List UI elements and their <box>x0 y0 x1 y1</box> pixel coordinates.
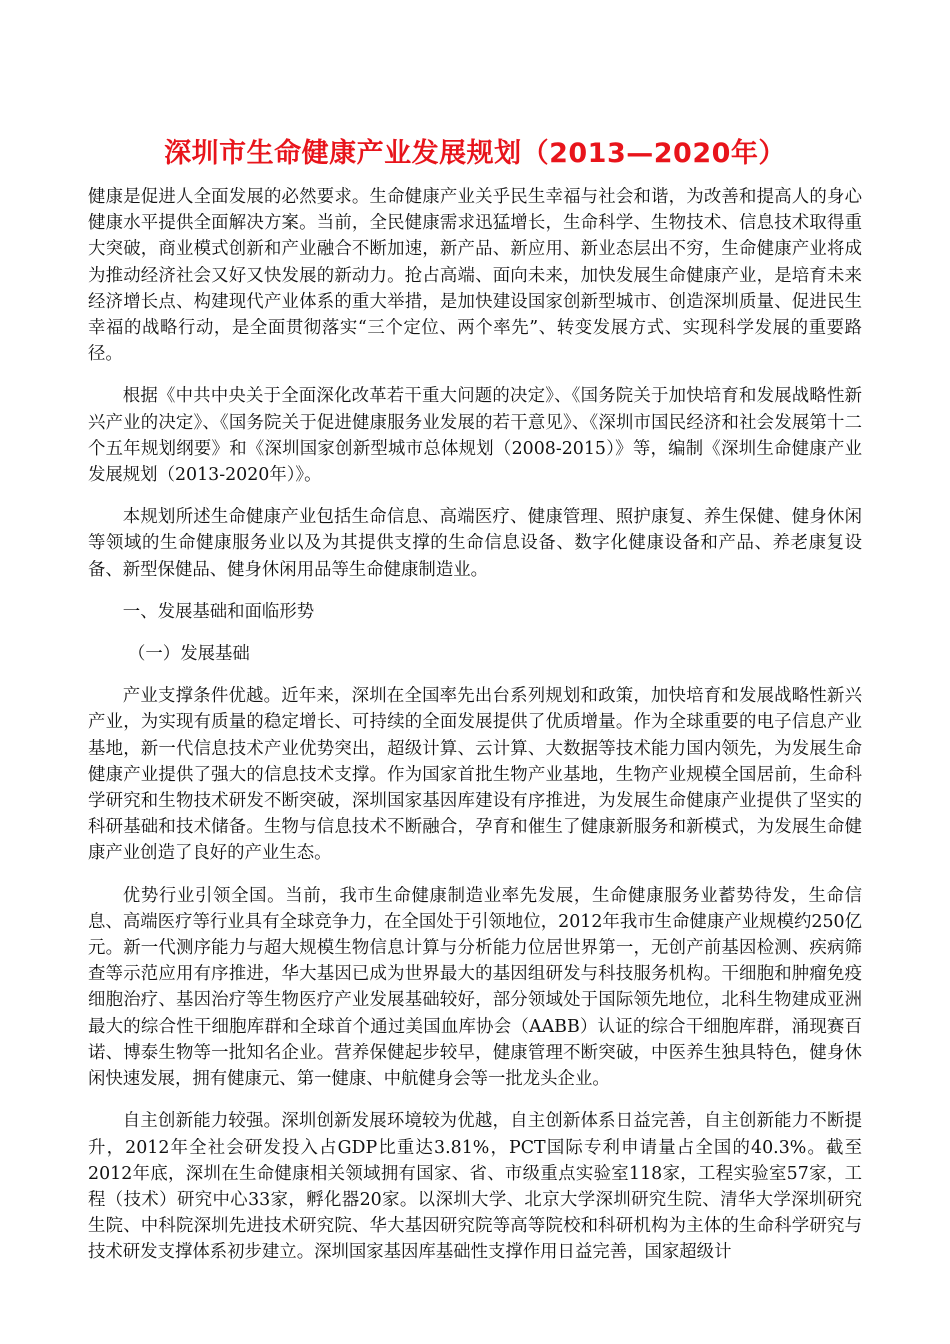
document-body <box>88 184 862 1282</box>
intro-paragraph: 健康是促进人全面发展的必然要求。生命健康产业关乎民生幸福与社会和谐，为改善和提高人的身心健康水平提供全面解决方案。当前，全民健康需求迅猛增长，生命科学、生物技术、信息技术取得重大突破，商业模式创新和产业融合不断加速，新产品、新应用、新业态层出不穷，生命健康产业将成为推动经济社会又好又快发展的新动力。抢占高端、面向未来，加快发展生命健康产业，是培育未来经济增长点、构建现代产业体系的重大举措，是加快建设国家创新型城市、创造深圳质量、促进民生幸福的战略行动，是全面贯彻落实“三个定位、两个率先”、转变发展方式、实现科学发展的重要路径。 <box>88 187 862 365</box>
document-title: 深圳市生命健康产业发展规划（2013—2020年） <box>164 138 786 169</box>
industry-support-paragraph: 产业支撑条件优越。近年来，深圳在全国率先出台系列规划和政策，加快培育和发展战略性新兴产业，为实现有质量的稳定增长、可持续的全面发展提供了优质增量。作为全球重要的电子信息产业基地，新一代信息技术产业优势突出，超级计算、云计算、大数据等技术能力国内领先，为发展生命健康产业提供了强大的信息技术支撑。作为国家首批生物产业基地，生物产业规模全国居前，生命科学研究和生物技术研发不断突破，深圳国家基因库建设有序推进，为发展生命健康产业提供了坚实的科研基础和技术储备。生物与信息技术不断融合，孕育和催生了健康新服务和新模式，为发展生命健康产业创造了良好的产业生态。 <box>88 686 862 864</box>
leading-industries-paragraph: 优势行业引领全国。当前，我市生命健康制造业率先发展，生命健康服务业蓄势待发，生命信息、高端医疗等行业具有全球竞争力，在全国处于引领地位，2012年我市生命健康产业规模约250亿元。新一代测序能力与超大规模生物信息计算与分析能力位居世界第一，无创产前基因检测、疾病筛查等示范应用有序推进，华大基因已成为世界最大的基因组研发与科技服务机构。干细胞和肿瘤免疫细胞治疗、基因治疗等生物医疗产业发展基础较好，部分领域处于国际领先地位，北科生物建成亚洲最大的综合性干细胞库群和全球首个通过美国血库协会（AABB）认证的综合干细胞库群，涌现赛百诺、博泰生物等一批知名企业。营养保健起步较早，健康管理不断突破，中医养生独具特色，健身休闲快速发展，拥有健康元、第一健康、中航健身会等一批龙头企业。 <box>88 885 862 1090</box>
scope-paragraph: 本规划所述生命健康产业包括生命信息、高端医疗、健康管理、照护康复、养生保健、健身休闲等领域的生命健康服务业以及为其提供支撑的生命信息设备、数字化健康设备和产品、养老康复设备、新型保健品、健身休闲用品等生命健康制造业。 <box>88 507 862 580</box>
basis-paragraph: 根据《中共中央关于全面深化改革若干重大问题的决定》、《国务院关于加快培育和发展战略性新兴产业的决定》、《国务院关于促进健康服务业发展的若干意见》、《深圳市国民经济和社会发展第十二个五年规划纲要》和《深圳国家创新型城市总体规划（2008-2015）》等，编制《深圳生命健康产业发展规划（2013-2020年）》。 <box>88 386 862 486</box>
section-heading: 一、发展基础和面临形势 <box>122 601 315 622</box>
subsection-heading: （一）发展基础 <box>128 644 250 665</box>
innovation-paragraph: 自主创新能力较强。深圳创新发展环境较为优越，自主创新体系日益完善，自主创新能力不断提升，2012年全社会研发投入占GDP比重达3.81%，PCT国际专利申请量占全国的40.3%。截至2012年底，深圳在生命健康相关领域拥有国家、省、市级重点实验室118家，工程实验室57家，工程（技术）研究中心33家，孵化器20家。以深圳大学、北京大学深圳研究生院、清华大学深圳研究生院、中科院深圳先进技术研究院、华大基因研究院等高等院校和科研机构为主体的生命科学研究与技术研发支撑体系初步建立。深圳国家基因库基础性支撑作用日益完善，国家超级计 <box>88 1111 862 1263</box>
